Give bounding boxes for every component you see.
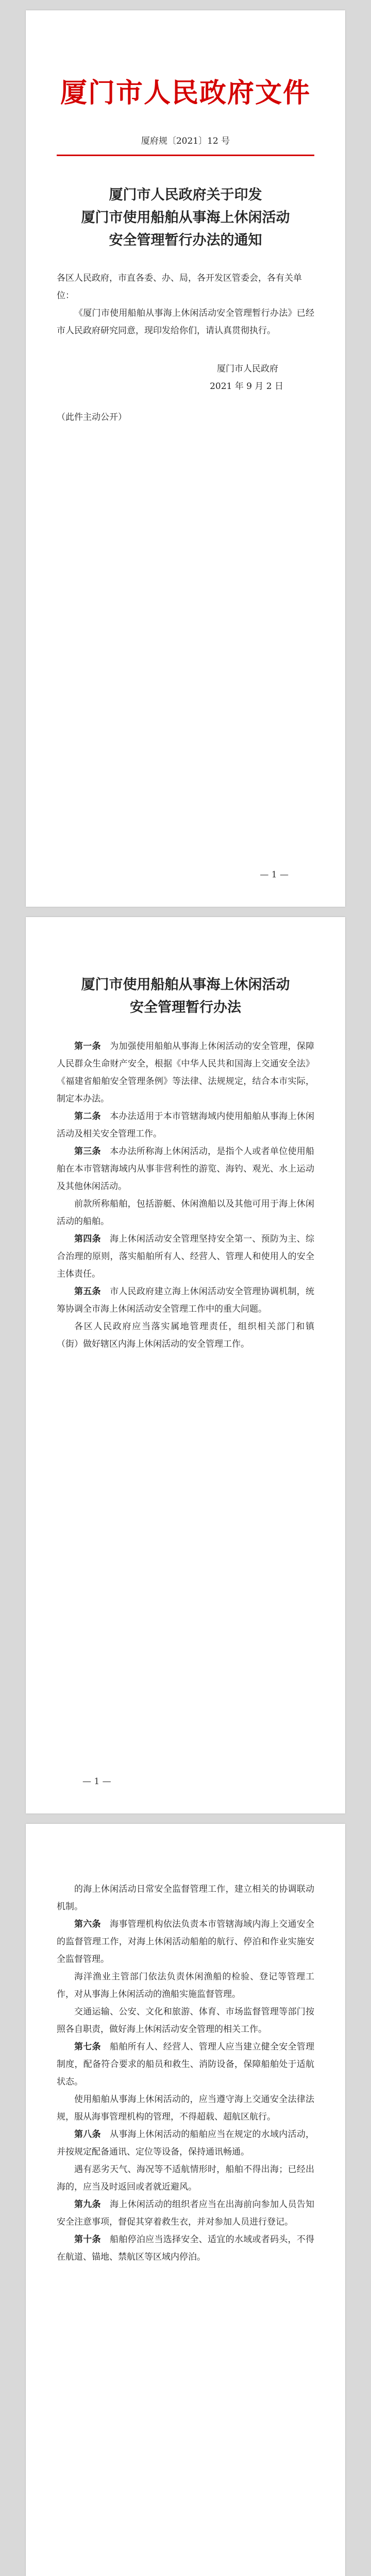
article-paragraph	[57, 2038, 314, 2091]
article-text: 本办法所称海上休闲活动，是指个人或者单位使用船舶在本市管辖海域内从事非营利性的游览、海钓、观光、水上运动及其他休闲活动。	[57, 1146, 315, 1192]
article-text: 遇有恶劣天气、海况等不适航情形时，船舶不得出海；已经出海的，应当及时返回或者就近避风。	[57, 2164, 314, 2192]
notice-issuer: 厦门市人民政府	[217, 364, 278, 374]
article-label: 第七条	[74, 2042, 101, 2052]
article-paragraph	[57, 1283, 314, 1318]
disclosure-note: （此件主动公开）	[57, 412, 127, 422]
article-paragraph	[57, 1143, 314, 1195]
article-label: 第二条	[74, 1111, 101, 1122]
page-number: — 1 —	[82, 1776, 111, 1787]
regulation-title	[57, 974, 314, 1019]
regulation-title-line: 安全管理暂行办法	[130, 999, 241, 1015]
article-text: 船舶停泊应当选择安全、适宜的水域或者码头，不得在航道、锚地、禁航区等区域内停泊。	[57, 2234, 315, 2262]
article-text: 市人民政府建立海上休闲活动安全管理协调机制，统筹协调全市海上休闲活动安全管理工作中的重大问题。	[57, 1286, 315, 1314]
notice-salutation: 各区人民政府，市直各委、办、局，各开发区管委会，各有关单位：	[57, 273, 302, 301]
article-text: 使用船舶从事海上休闲活动的，应当遵守海上交通安全法律法规，服从海事管理机构的管理，不得超载、超航区航行。	[57, 2094, 314, 2122]
article-text: 海上休闲活动的组织者应当在出海前向参加人员告知安全注意事项，督促其穿着救生衣，并对参加人员进行登记。	[57, 2199, 315, 2227]
article-text: 各区人民政府应当落实属地管理责任，组织相关部门和镇（街）做好辖区内海上休闲活动的安全管理工作。	[57, 1321, 314, 1349]
article-text: 从事海上休闲活动的船舶应当在规定的水域内活动，并按规定配备通讯、定位等设备，保持通讯畅通。	[57, 2129, 315, 2157]
article-paragraph	[57, 1038, 314, 1108]
article-paragraph	[57, 2231, 314, 2266]
red-divider	[57, 155, 314, 156]
document-red-header: 厦门市人民政府文件	[60, 77, 311, 109]
article-label: 第四条	[74, 1234, 101, 1244]
notice-title-line: 厦门市使用船舶从事海上休闲活动	[81, 210, 290, 226]
article-text: 海上休闲活动安全管理坚持安全第一、预防为主、综合治理的原则，落实船舶所有人、经营人、管理人和使用人的安全主体责任。	[57, 1234, 315, 1279]
article-paragraph	[57, 1230, 314, 1283]
notice-title-line: 厦门市人民政府关于印发	[109, 187, 262, 203]
document-page-1	[26, 10, 345, 907]
article-text: 海事管理机构依法负责本市管辖海域内海上交通安全的监督管理工作，对海上休闲活动船舶的航行、停泊和作业实施安全监督管理。	[57, 1919, 315, 1964]
document-page-2	[26, 917, 345, 1814]
article-paragraph	[57, 1318, 314, 1353]
article-label: 第三条	[74, 1146, 101, 1157]
article-text: 前款所称船舶，包括游艇、休闲渔船以及其他可用于海上休闲活动的船舶。	[57, 1199, 314, 1227]
article-paragraph	[57, 2196, 314, 2231]
article-text: 交通运输、公安、文化和旅游、体育、市场监督管理等部门按照各自职责，做好海上休闲活动安全管理的相关工作。	[57, 2007, 314, 2035]
regulation-title-line: 厦门市使用船舶从事海上休闲活动	[81, 977, 290, 993]
article-text: 为加强使用船舶从事海上休闲活动的安全管理，保障人民群众生命财产安全，根据《中华人民共和国海上交通安全法》《福建省船舶安全管理条例》等法律、法规规定，结合本市实际，制定本办法。	[57, 1041, 315, 1104]
article-label: 第一条	[74, 1041, 101, 1052]
article-label: 第五条	[74, 1286, 101, 1297]
article-label: 第八条	[74, 2129, 101, 2140]
article-text: 的海上休闲活动日常安全监督管理工作，建立相关的协调联动机制。	[57, 1884, 314, 1912]
document-page-3	[26, 1824, 345, 2576]
article-paragraph	[57, 2003, 314, 2038]
page-number: — 1 —	[260, 870, 289, 880]
article-label: 第六条	[74, 1919, 101, 1929]
article-text: 本办法适用于本市管辖海域内使用船舶从事海上休闲活动及相关安全管理工作。	[57, 1111, 315, 1139]
article-paragraph	[57, 1968, 314, 2003]
article-label: 第九条	[74, 2199, 101, 2210]
document-number: 厦府规〔2021〕12 号	[141, 136, 230, 146]
notice-title-line: 安全管理暂行办法的通知	[109, 232, 262, 248]
regulation-articles	[57, 1880, 314, 2266]
article-text: 船舶所有人、经营人、管理人应当建立健全安全管理制度，配备符合要求的船员和救生、消防设备，保障船舶处于适航状态。	[57, 2042, 315, 2087]
article-paragraph	[57, 2126, 314, 2161]
article-label: 第十条	[74, 2234, 101, 2245]
notice-date: 2021 年 9 月 2 日	[210, 381, 283, 392]
article-paragraph	[57, 2161, 314, 2196]
regulation-articles	[57, 1038, 314, 1353]
notice-body: 《厦门市使用船舶从事海上休闲活动安全管理暂行办法》已经市人民政府研究同意，现印发给你们，请认真贯彻执行。	[57, 308, 314, 336]
article-paragraph	[57, 1195, 314, 1230]
article-text: 海洋渔业主管部门依法负责休闲渔船的检验、登记等管理工作，对从事海上休闲活动的渔船实施监督管理。	[57, 1972, 314, 1999]
article-paragraph	[57, 1880, 314, 1916]
notice-title	[57, 184, 314, 252]
article-paragraph	[57, 1108, 314, 1143]
article-paragraph	[57, 2091, 314, 2126]
article-paragraph	[57, 1916, 314, 1968]
